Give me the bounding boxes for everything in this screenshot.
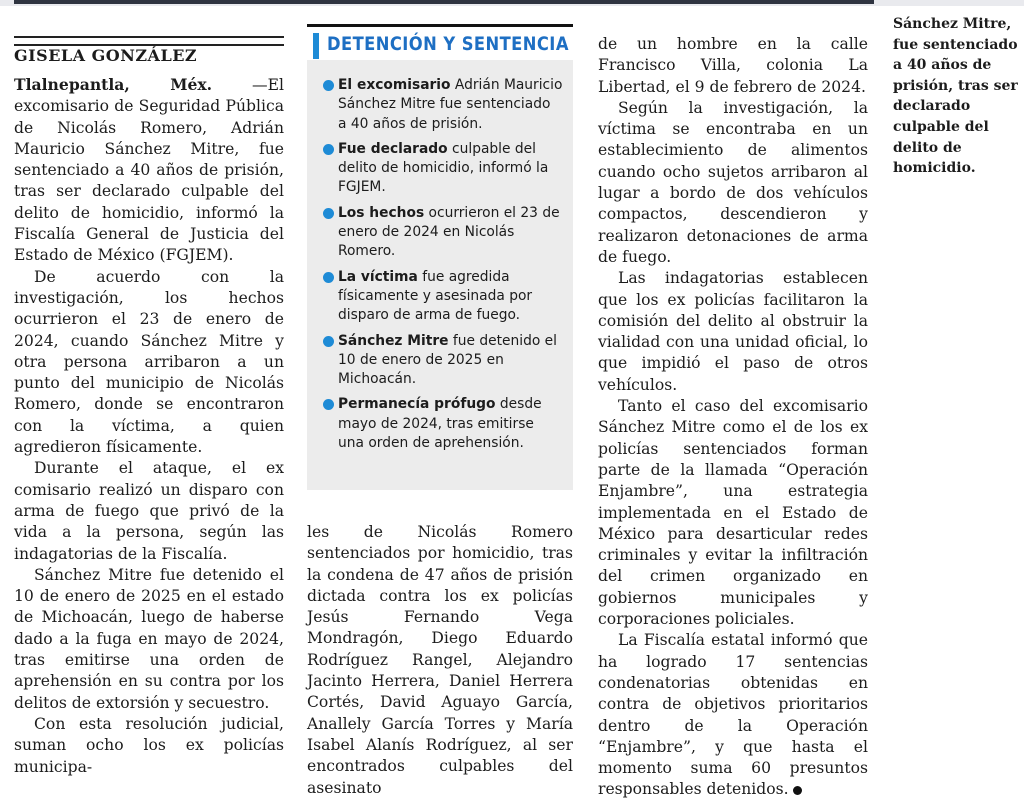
paragraph: Con esta resolución judicial, suman ocho los ex policías municipa- — [14, 714, 284, 776]
paragraph: De acuerdo con la investigación, los hechos ocurrieron el 23 de enero de 2024, cuando Sánchez Mitre y otra persona arribaron a un punto del municipio de Nicolás Romero, donde se encontraron con la víctima, a quien agredieron físicamente. — [14, 267, 284, 457]
summary-item: Sánchez Mitre fue detenido el 10 de enero de 2025 en Michoacán. — [323, 332, 563, 390]
article-column-3 — [598, 34, 868, 801]
summary-box — [307, 24, 573, 490]
paragraph: Las indagatorias establecen que los ex policías facilitaron la comisión del delito al obstruir la vialidad con una unidad oficial, lo que impidió el paso de otros vehículos. — [598, 269, 868, 394]
bullet-dot-icon — [323, 336, 334, 347]
article-column-2 — [307, 522, 573, 799]
bullet-dot-icon — [323, 80, 334, 91]
bullet-dot-icon — [323, 208, 334, 219]
pull-quote: Sánchez Mitre, fue sentenciado a 40 años de prisión, tras ser declarado culpable del delito de homicidio. — [893, 16, 1018, 177]
bullet-dot-icon — [323, 399, 334, 410]
byline-rule — [14, 36, 284, 38]
paragraph: Durante el ataque, el ex comisario realizó un disparo con arma de fuego que privó de la vida a la persona, según las indagatorias de la Fiscalía. — [14, 459, 284, 563]
article-column-1 — [14, 74, 284, 778]
paragraph: de un hombre en la calle Francisco Villa, colonia La Libertad, el 9 de febrero de 2024. — [598, 35, 868, 96]
paragraph: Sánchez Mitre fue detenido el 10 de enero de 2025 en el estado de Michoacán, luego de haberse dado a la fuga en mayo de 2024, tras emitirse una orden de aprehensión en su contra por los delitos de extorsión y secuestro. — [14, 565, 284, 712]
top-rule — [0, 0, 1024, 6]
summary-item: Los hechos ocurrieron el 23 de enero de 2024 en Nicolás Romero. — [323, 204, 563, 262]
lead-paragraph: Tlalnepantla, Méx. —El excomisario de Seguridad Pública de Nicolás Romero, Adrián Mauricio Sánchez Mitre, fue sentenciado a 40 años de prisión, tras ser declarado culpable del delito de homicidio, informó la Fiscalía General de Justicia del Estado de México (FGJEM). — [14, 75, 284, 265]
title-accent-bar — [313, 33, 319, 59]
summary-item: Fue declarado culpable del delito de homicidio, informó la FGJEM. — [323, 140, 563, 198]
summary-box-title: DETENCIÓN Y SENTENCIA — [307, 24, 573, 60]
summary-item: La víctima fue agredida físicamente y asesinada por disparo de arma de fuego. — [323, 268, 563, 326]
summary-item: Permanecía prófugo desde mayo de 2024, tras emitirse una orden de aprehensión. — [323, 395, 563, 453]
paragraph: les de Nicolás Romero sentenciados por homicidio, tras la condena de 47 años de prisión dictada contra los ex policías Jesús Fernando Vega Mondragón, Diego Eduardo Rodríguez Rangel, Alejandro Jacinto Herrera, Daniel Herrera Cortés, David Aguayo García, Anallely García Torres y María Isabel Alanís Rodríguez, al ser encontrados culpables del asesinato — [307, 523, 573, 797]
byline: GISELA GONZÁLEZ — [14, 44, 284, 65]
paragraph: Según la investigación, la víctima se encontraba en un establecimiento de alimentos cuando ocho sujetos arribaron al lugar a bordo de dos vehículos compactos, descendieron y realizaron detonaciones de arma de fuego. — [598, 98, 868, 266]
end-of-article-icon — [793, 786, 802, 795]
summary-item: El excomisario Adrián Mauricio Sánchez Mitre fue sentenciado a 40 años de prisión. — [323, 76, 563, 134]
final-paragraph: La Fiscalía estatal informó que ha logrado 17 sentencias condenatorias obtenidas en contra de objetivos prioritarios dentro de la Operación “Enjambre”, y que hasta el momento suma 60 presuntos responsables detenidos. — [598, 631, 868, 799]
bullet-dot-icon — [323, 272, 334, 283]
bullet-dot-icon — [323, 144, 334, 155]
summary-list — [323, 76, 563, 459]
paragraph: Tanto el caso del excomisario Sánchez Mitre como el de los ex policías sentenciados forman parte de la llamada “Operación Enjambre”, una estrategia implementada en el Estado de México para desarticular redes criminales y evitar la infiltración del crimen organizado en gobiernos municipales y corporaciones policiales. — [598, 397, 868, 629]
dateline: Tlalnepantla, Méx. — [14, 75, 213, 94]
